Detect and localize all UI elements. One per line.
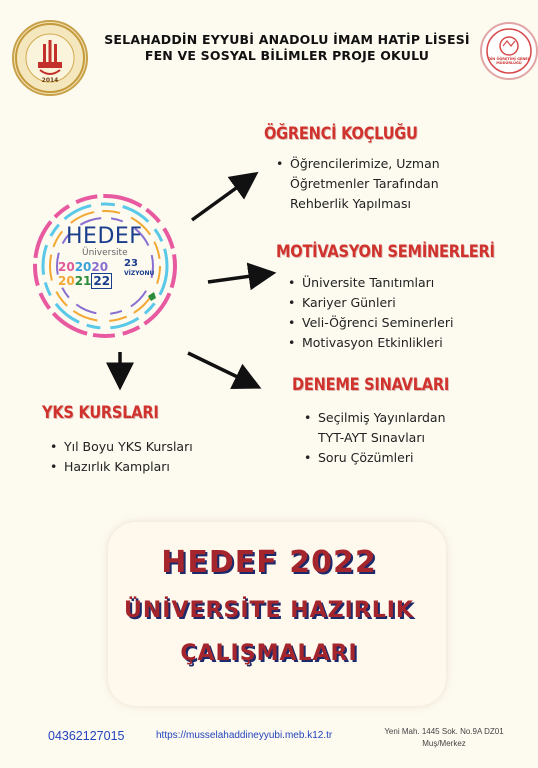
deneme-title: DENEME SINAVLARI: [292, 375, 450, 395]
list-item: • Yıl Boyu YKS Kursları: [50, 437, 250, 457]
list-item: • Soru Çözümleri: [304, 448, 474, 468]
banner-line3: ÇALIŞMALARI: [180, 641, 358, 666]
motivasyon-list: [288, 273, 508, 353]
hedef-year-2: 20: [74, 260, 92, 274]
ministry-logo-text: DİN ÖĞRETİMİ GENEL MÜDÜRLÜĞÜ: [488, 57, 530, 65]
motivasyon-title: MOTİVASYON SEMİNERLERİ: [276, 242, 495, 262]
footer-website[interactable]: https://musselahaddineyyubi.meb.k12.tr: [156, 730, 333, 741]
hedef-year-6: 22: [93, 274, 111, 288]
list-item: • Motivasyon Etkinlikleri: [288, 333, 508, 353]
list-item: • Öğrencilerimize, Uzman Öğretmenler Tarafından Rehberlik Yapılması: [276, 154, 476, 214]
school-name-line2: FEN VE SOSYAL BİLİMLER PROJE OKULU: [144, 48, 430, 63]
footer-address-line1: Yeni Mah. 1445 Sok. No.9A DZ01: [384, 727, 504, 736]
hedef-logo-title: HEDEF: [66, 224, 143, 249]
footer-address-line2: Muş/Merkez: [422, 739, 466, 748]
hedef-logo-subtitle: Üniversite: [82, 248, 128, 258]
yks-list: [50, 437, 250, 477]
footer-phone: 04362127015: [48, 729, 125, 743]
koclugu-list: [276, 154, 476, 214]
koclugu-title: ÖĞRENCİ KOÇLUĞU: [264, 124, 418, 144]
banner-line1: HEDEF 2022: [161, 545, 377, 580]
list-item: • Seçilmiş Yayınlardan TYT-AYT Sınavları: [304, 408, 474, 448]
footer-address: [364, 726, 524, 750]
hedef-year-5: 21: [74, 274, 92, 288]
hedef-year-1: 20: [58, 260, 75, 274]
list-item: • Üniversite Tanıtımları: [288, 273, 508, 293]
arrow-to-koclugu: [192, 178, 250, 220]
hedef-year-4: 20: [58, 274, 75, 288]
hedef-badge-text: VİZYONU: [124, 270, 155, 277]
banner-line2: ÜNİVERSİTE HAZIRLIK: [124, 598, 414, 623]
hedef-badge-number: 23: [124, 258, 138, 269]
list-item: • Kariyer Günleri: [288, 293, 508, 313]
deneme-list: [304, 408, 474, 468]
school-name-line1: SELAHADDİN EYYUBİ ANADOLU İMAM HATİP LİSESİ: [104, 32, 470, 47]
hedef-year-3: 20: [91, 260, 109, 274]
yks-title: YKS KURSLARI: [42, 403, 159, 423]
arrow-to-deneme: [188, 353, 252, 384]
school-logo-year: 2014: [41, 77, 59, 84]
arrow-to-motivasyon: [208, 274, 266, 282]
list-item: • Hazırlık Kampları: [50, 457, 250, 477]
list-item: • Veli-Öğrenci Seminerleri: [288, 313, 508, 333]
